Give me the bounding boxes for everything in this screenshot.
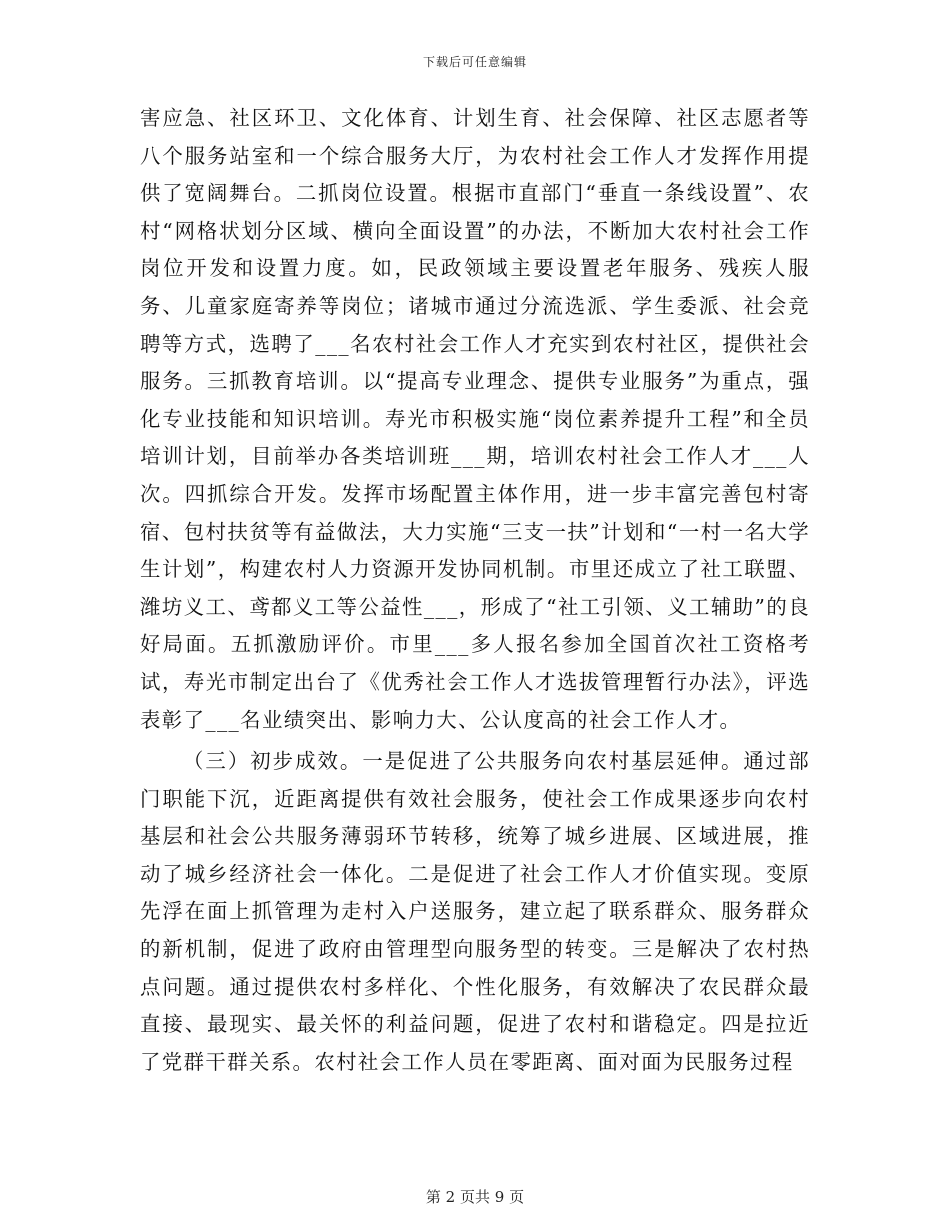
page-number: 第 2 页共 9 页 (425, 1188, 525, 1206)
body-paragraph-1: 害应急、社区环卫、文化体育、计划生育、社会保障、社区志愿者等八个服务站室和一个综合服务大厅，为农村社会工作人才发挥作用提供了宽阔舞台。二抓岗位设置。根据市直部门“垂直一条线设置”、农村“网格状划分区域、横向全面设置”的办法，不断加大农村社会工作岗位开发和设置力度。如，民政领域主要设置老年服务、残疾人服务、儿童家庭寄养等岗位；诸城市通过分流选派、学生委派、社会竞聘等方式，选聘了___名农村社会工作人才充实到农村社区，提供社会服务。三抓教育培训。以“提高专业理念、提供专业服务”为重点，强化专业技能和知识培训。寿光市积极实施“岗位素养提升工程”和全员培训计划，目前举办各类培训班___期，培训农村社会工作人才___人次。四抓综合开发。发挥市场配置主体作用，进一步丰富完善包村寄宿、包村扶贫等有益做法，大力实施“三支一扶”计划和“一村一名大学生计划”，构建农村人力资源开发协同机制。市里还成立了社工联盟、潍坊义工、鸢都义工等公益性___，形成了“社工引领、义工辅助”的良好局面。五抓激励评价。市里___多人报名参加全国首次社工资格考试，寿光市制定出台了《优秀社会工作人才选拔管理暂行办法》，评选表彰了___名业绩突出、影响力大、公认度高的社会工作人才。 (140, 106, 810, 732)
header-note: 下载后可任意编辑 (422, 55, 527, 69)
page-footer (0, 1186, 950, 1207)
page-header (0, 53, 950, 70)
document-body (140, 100, 810, 1081)
body-paragraph-2: （三）初步成效。一是促进了公共服务向农村基层延伸。通过部门职能下沉，近距离提供有效社会服务，使社会工作成果逐步向农村基层和社会公共服务薄弱环节转移，统筹了城乡进展、区域进展，推动了城乡经济社会一体化。二是促进了社会工作人才价值实现。变原先浮在面上抓管理为走村入户送服务，建立起了联系群众、服务群众的新机制，促进了政府由管理型向服务型的转变。三是解决了农村热点问题。通过提供农村多样化、个性化服务，有效解决了农民群众最直接、最现实、最关怀的利益问题，促进了农村和谐稳定。四是拉近了党群干群关系。农村社会工作人员在零距离、面对面为民服务过程 (140, 749, 810, 1074)
